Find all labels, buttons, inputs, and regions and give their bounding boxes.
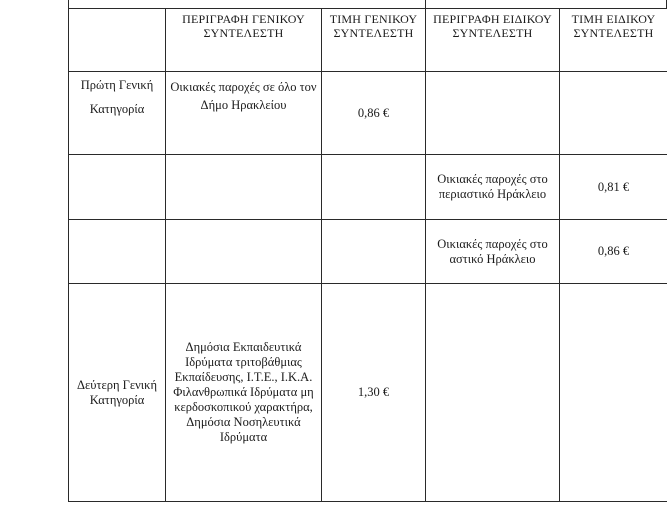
special-description-cell: Οικιακές παροχές στο περιαστικό Ηράκλειο	[426, 155, 560, 220]
table-header-row	[69, 9, 667, 72]
special-description-cell: Οικιακές παροχές στο αστικό Ηράκλειο	[426, 220, 560, 284]
table-top-edge-middle	[425, 0, 426, 8]
general-description-cell	[166, 220, 322, 284]
special-description-cell	[426, 72, 560, 155]
special-description-cell	[426, 284, 560, 502]
table-row	[69, 284, 667, 502]
category-cell: Πρώτη Γενική Κατηγορία	[69, 72, 166, 155]
header-special-description: ΠΕΡΙΓΡΑΦΗ ΕΙΔΙΚΟΥ ΣΥΝΤΕΛΕΣΤΗ	[426, 9, 560, 72]
category-cell	[69, 220, 166, 284]
header-general-description: ΠΕΡΙΓΡΑΦΗ ΓΕΝΙΚΟΥ ΣΥΝΤΕΛΕΣΤΗ	[166, 9, 322, 72]
general-description-cell	[166, 155, 322, 220]
table-row	[69, 155, 667, 220]
header-general-price: ΤΙΜΗ ΓΕΝΙΚΟΥ ΣΥΝΤΕΛΕΣΤΗ	[322, 9, 426, 72]
tariff-coefficient-table	[68, 8, 667, 502]
table-row	[69, 220, 667, 284]
header-special-price: ΤΙΜΗ ΕΙΔΙΚΟΥ ΣΥΝΤΕΛΕΣΤΗ	[560, 9, 667, 72]
general-description-cell: Δημόσια Εκπαιδευτικά Ιδρύματα τριτοβάθμιας Εκπαίδευσης, Ι.Τ.Ε., Ι.Κ.Α. Φιλανθρωπικά Ιδρύματα μη κερδοσκοπικού χαρακτήρα, Δημόσια Νοσηλευτικά Ιδρύματα	[166, 284, 322, 502]
special-price-cell	[560, 284, 667, 502]
category-cell: Δεύτερη Γενική Κατηγορία	[69, 284, 166, 502]
general-price-cell	[322, 220, 426, 284]
general-description-cell: Οικιακές παροχές σε όλο τον Δήμο Ηρακλείου	[166, 72, 322, 155]
table-row	[69, 72, 667, 155]
header-category	[69, 9, 166, 72]
general-price-cell: 1,30 €	[322, 284, 426, 502]
category-cell	[69, 155, 166, 220]
general-price-cell	[322, 155, 426, 220]
special-price-cell: 0,86 €	[560, 220, 667, 284]
special-price-cell: 0,81 €	[560, 155, 667, 220]
table-top-edge-left	[68, 0, 69, 8]
general-price-cell: 0,86 €	[322, 72, 426, 155]
special-price-cell	[560, 72, 667, 155]
